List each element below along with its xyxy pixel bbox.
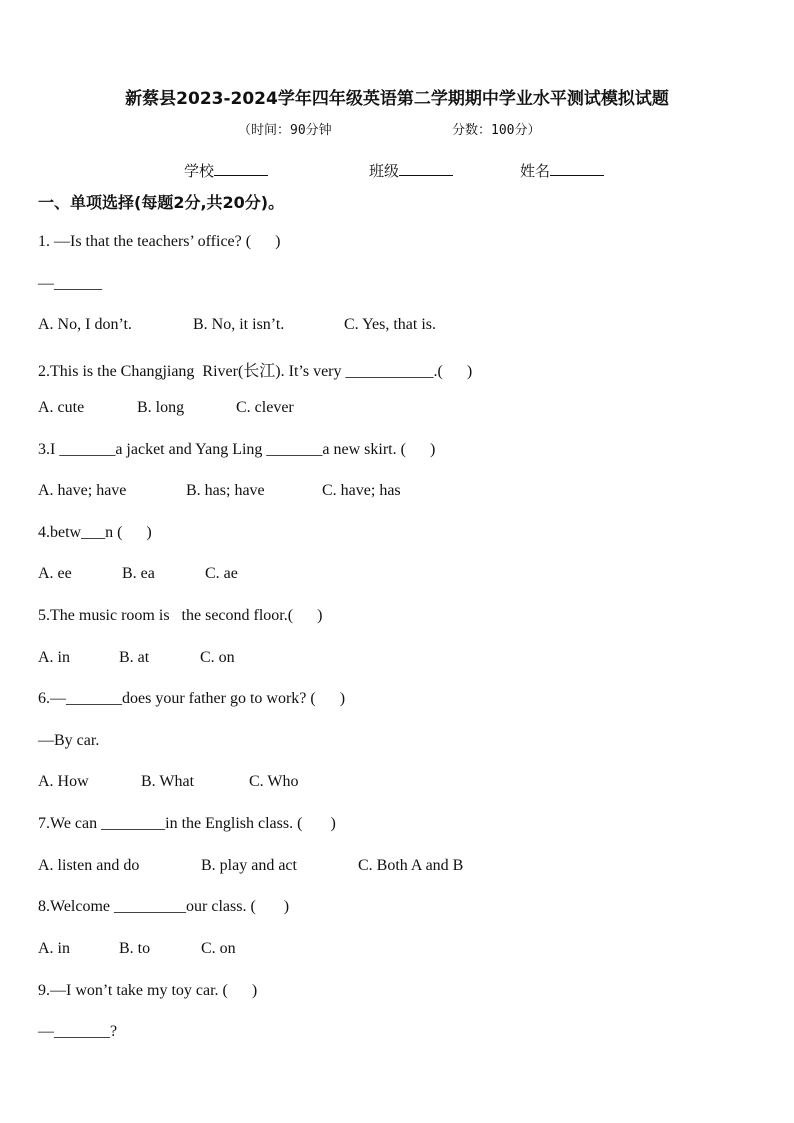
- school-field: [184, 160, 268, 181]
- question-1-stem: 1. —Is that the teachers’ office? ( ): [38, 233, 281, 250]
- name-field: [520, 160, 604, 181]
- question-1-option-b[interactable]: B. No, it isn’t.: [193, 316, 285, 333]
- question-4-option-c[interactable]: C. ae: [205, 565, 238, 582]
- question-6-option-b[interactable]: B. What: [141, 773, 195, 790]
- question-4-stem: 4.betw___n ( ): [38, 524, 152, 541]
- question-6-answer-line: —By car.: [38, 732, 100, 749]
- name-blank[interactable]: [550, 161, 604, 176]
- question-6-option-c[interactable]: C. Who: [249, 773, 299, 790]
- question-5-option-c[interactable]: C. on: [200, 649, 235, 666]
- question-3-stem: 3.I _______a jacket and Yang Ling _______a new skirt. ( ): [38, 441, 436, 458]
- question-4-option-b[interactable]: B. ea: [122, 565, 155, 582]
- question-9-answer-line: —_______?: [38, 1023, 118, 1040]
- exam-time: （时间：90分钟: [238, 123, 332, 138]
- question-3-option-c[interactable]: C. have; has: [322, 482, 401, 499]
- question-8-option-a[interactable]: A. in: [38, 940, 70, 957]
- question-6-option-a[interactable]: A. How: [38, 773, 89, 790]
- name-label: 姓名: [520, 162, 551, 180]
- exam-score: 分数：100分）: [452, 123, 541, 138]
- question-2-option-b[interactable]: B. long: [137, 399, 185, 416]
- question-8-option-b[interactable]: B. to: [119, 940, 151, 957]
- question-3-option-b[interactable]: B. has; have: [186, 482, 265, 499]
- question-2-stem: 2.This is the Changjiang River(长江). It’s very ___________.( ): [38, 363, 473, 380]
- exam-title: 新蔡县2023-2024学年四年级英语第二学期期中学业水平测试模拟试题: [125, 89, 669, 109]
- question-5-stem: 5.The music room is the second floor.( ): [38, 607, 323, 624]
- question-5-option-b[interactable]: B. at: [119, 649, 150, 666]
- question-5-option-a[interactable]: A. in: [38, 649, 70, 666]
- question-1-answer-line: —______: [38, 275, 102, 292]
- question-1-option-a[interactable]: A. No, I don’t.: [38, 316, 132, 333]
- question-4-option-a[interactable]: A. ee: [38, 565, 72, 582]
- question-3-option-a[interactable]: A. have; have: [38, 482, 127, 499]
- class-field: [369, 160, 453, 181]
- section-heading: 一、单项选择(每题2分,共20分)。: [38, 193, 285, 212]
- question-7-option-a[interactable]: A. listen and do: [38, 857, 140, 874]
- question-8-stem: 8.Welcome _________our class. ( ): [38, 898, 290, 915]
- question-2-option-a[interactable]: A. cute: [38, 399, 85, 416]
- class-label: 班级: [369, 162, 400, 180]
- question-8-option-c[interactable]: C. on: [201, 940, 236, 957]
- question-9-stem: 9.—I won’t take my toy car. ( ): [38, 982, 258, 999]
- school-label: 学校: [184, 162, 215, 180]
- question-2-option-c[interactable]: C. clever: [236, 399, 294, 416]
- question-7-stem: 7.We can ________in the English class. ( ): [38, 815, 336, 832]
- question-1-option-c[interactable]: C. Yes, that is.: [344, 316, 437, 333]
- school-blank[interactable]: [214, 161, 268, 176]
- question-7-option-c[interactable]: C. Both A and B: [358, 857, 464, 874]
- class-blank[interactable]: [399, 161, 453, 176]
- question-6-stem: 6.—_______does your father go to work? ( ): [38, 690, 346, 707]
- question-7-option-b[interactable]: B. play and act: [201, 857, 297, 874]
